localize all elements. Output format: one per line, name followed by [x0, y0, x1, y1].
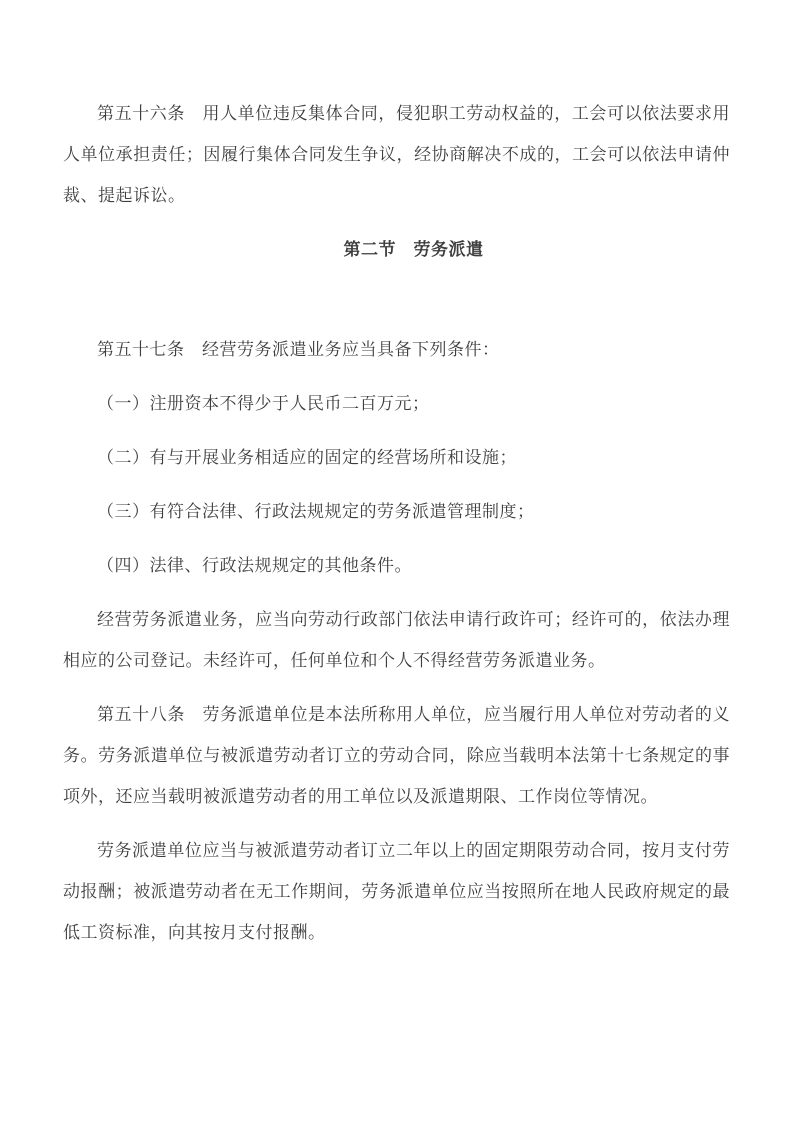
list-item-condition-2: （二）有与开展业务相适应的固定的经营场所和设施； — [97, 448, 517, 467]
paragraph-article-58-contract-term: 劳务派遣单位应当与被派遣劳动者订立二年以上的固定期限劳动合同，按月支付劳动报酬；被派遣劳动者在无工作期间，劳务派遣单位应当按照所在地人民政府规定的最低工资标准，向其按月支付报酬。 — [63, 841, 730, 942]
paragraph-article-57-license: 经营劳务派遣业务，应当向劳动行政部门依法申请行政许可；经许可的，依法办理相应的公司登记。未经许可，任何单位和个人不得经营劳务派遣业务。 — [63, 610, 730, 670]
list-item-condition-1: （一）注册资本不得少于人民币二百万元； — [97, 394, 430, 413]
paragraph-article-58: 第五十八条 劳务派遣单位是本法所称用人单位，应当履行用人单位对劳动者的义务。劳务派遣单位与被派遣劳动者订立的劳动合同，除应当载明本法第十七条规定的事项外，还应当载明被派遣劳动者的用工单位以及派遣期限、工作岗位等情况。 — [63, 705, 730, 806]
list-item-condition-4: （四）法律、行政法规规定的其他条件。 — [97, 556, 412, 575]
paragraph-article-56: 第五十六条 用人单位违反集体合同，侵犯职工劳动权益的，工会可以依法要求用人单位承担责任；因履行集体合同发生争议，经协商解决不成的，工会可以依法申请仲裁、提起诉讼。 — [63, 104, 730, 205]
list-item-condition-3: （三）有符合法律、行政法规规定的劳务派遣管理制度； — [97, 502, 535, 521]
paragraph-article-57-intro: 第五十七条 经营劳务派遣业务应当具备下列条件： — [97, 340, 500, 359]
section-heading-labor-dispatch: 第二节 劳务派遣 — [343, 240, 484, 259]
